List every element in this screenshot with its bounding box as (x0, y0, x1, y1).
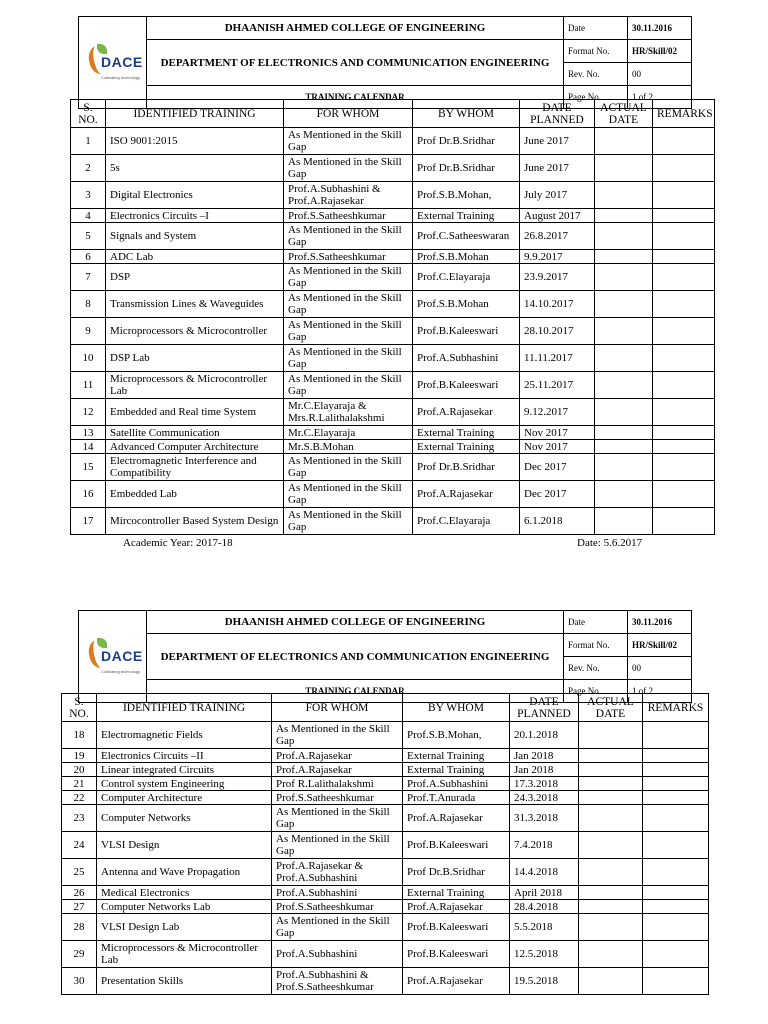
cell-for-whom: As Mentioned in the Skill Gap (284, 372, 413, 399)
cell-for-whom: Prof.A.Subhashini (272, 886, 403, 900)
cell-remarks (643, 777, 709, 791)
table-row (62, 777, 709, 791)
cell-date-planned: 5.5.2018 (510, 914, 579, 941)
col-header-for-whom: FOR WHOM (284, 100, 413, 128)
cell-remarks (653, 318, 715, 345)
cell-date-planned: 31.3.2018 (510, 805, 579, 832)
cell-actual-date (595, 426, 653, 440)
meta-key-rev: Rev. No. (564, 657, 628, 680)
cell-by-whom: Prof Dr.B.Sridhar (413, 128, 520, 155)
table-row (62, 886, 709, 900)
col-header-training: IDENTIFIED TRAINING (106, 100, 284, 128)
table-row (71, 454, 715, 481)
cell-training: Computer Networks (97, 805, 272, 832)
cell-by-whom: Prof.C.Elayaraja (413, 508, 520, 535)
cell-for-whom: As Mentioned in the Skill Gap (272, 722, 403, 749)
cell-training: Embedded and Real time System (106, 399, 284, 426)
logo-tagline: Cultivating technology (101, 668, 141, 674)
cell-training: Antenna and Wave Propagation (97, 859, 272, 886)
cell-by-whom: Prof.A.Rajasekar (413, 399, 520, 426)
cell-training: VLSI Design Lab (97, 914, 272, 941)
academic-year: Academic Year: 2017-18 (123, 537, 233, 549)
cell-for-whom: Prof.A.Subhashini & Prof.S.Satheeshkumar (272, 968, 403, 995)
cell-for-whom: As Mentioned in the Skill Gap (284, 128, 413, 155)
cell-remarks (653, 372, 715, 399)
cell-for-whom: As Mentioned in the Skill Gap (284, 291, 413, 318)
table-row (62, 832, 709, 859)
cell-training: Computer Architecture (97, 791, 272, 805)
cell-date-planned: 23.9.2017 (520, 264, 595, 291)
cell-actual-date (595, 318, 653, 345)
meta-key-page: Page No. (564, 680, 628, 703)
meta-key-page: Page No. (564, 86, 628, 109)
cell-actual-date (595, 223, 653, 250)
cell-actual-date (579, 805, 643, 832)
cell-training: DSP Lab (106, 345, 284, 372)
table-row (62, 722, 709, 749)
college-logo (79, 17, 147, 109)
training-table-1 (70, 99, 715, 535)
footer-date: Date: 5.6.2017 (577, 537, 643, 549)
cell-remarks (643, 749, 709, 763)
cell-remarks (653, 128, 715, 155)
cell-remarks (653, 223, 715, 250)
cell-by-whom: Prof.B.Kaleeswari (403, 941, 510, 968)
cell-actual-date (579, 749, 643, 763)
table-row (71, 372, 715, 399)
meta-key-date: Date (564, 611, 628, 634)
cell-remarks (653, 481, 715, 508)
cell-remarks (643, 859, 709, 886)
logo-tagline: Cultivating technology (101, 74, 141, 80)
cell-by-whom: External Training (403, 749, 510, 763)
cell-date-planned: April 2018 (510, 886, 579, 900)
cell-sno: 14 (71, 440, 106, 454)
cell-date-planned: June 2017 (520, 155, 595, 182)
col-header-for-whom: FOR WHOM (272, 694, 403, 722)
cell-for-whom: As Mentioned in the Skill Gap (284, 264, 413, 291)
col-header-remarks: REMARKS (653, 100, 715, 128)
col-header-remarks: REMARKS (643, 694, 709, 722)
cell-sno: 8 (71, 291, 106, 318)
cell-sno: 4 (71, 209, 106, 223)
cell-training: Advanced Computer Architecture (106, 440, 284, 454)
cell-date-planned: Jan 2018 (510, 763, 579, 777)
document-title: TRAINING CALENDAR (147, 680, 564, 703)
cell-training: DSP (106, 264, 284, 291)
col-header-by-whom: BY WHOM (413, 100, 520, 128)
cell-remarks (643, 722, 709, 749)
cell-remarks (653, 264, 715, 291)
cell-for-whom: Prof.S.Satheeshkumar (272, 791, 403, 805)
col-header-by-whom: BY WHOM (403, 694, 510, 722)
cell-by-whom: Prof.B.Kaleeswari (413, 372, 520, 399)
cell-actual-date (579, 968, 643, 995)
cell-remarks (653, 250, 715, 264)
cell-training: ISO 9001:2015 (106, 128, 284, 155)
cell-actual-date (579, 832, 643, 859)
cell-training: Signals and System (106, 223, 284, 250)
cell-sno: 24 (62, 832, 97, 859)
table-row (62, 805, 709, 832)
cell-remarks (653, 182, 715, 209)
cell-for-whom: As Mentioned in the Skill Gap (272, 832, 403, 859)
cell-actual-date (595, 345, 653, 372)
cell-actual-date (595, 128, 653, 155)
cell-by-whom: Prof.S.B.Mohan, (413, 182, 520, 209)
cell-sno: 5 (71, 223, 106, 250)
cell-by-whom: Prof.A.Rajasekar (413, 481, 520, 508)
cell-date-planned: 9.9.2017 (520, 250, 595, 264)
cell-by-whom: Prof.T.Anurada (403, 791, 510, 805)
cell-by-whom: Prof.C.Satheeswaran (413, 223, 520, 250)
cell-actual-date (579, 763, 643, 777)
cell-training: Electromagnetic Fields (97, 722, 272, 749)
cell-by-whom: Prof.B.Kaleeswari (403, 832, 510, 859)
cell-actual-date (595, 372, 653, 399)
cell-training: ADC Lab (106, 250, 284, 264)
table-row (62, 763, 709, 777)
cell-date-planned: 26.8.2017 (520, 223, 595, 250)
cell-by-whom: External Training (413, 440, 520, 454)
cell-by-whom: External Training (413, 209, 520, 223)
cell-actual-date (595, 399, 653, 426)
cell-for-whom: As Mentioned in the Skill Gap (284, 223, 413, 250)
cell-by-whom: External Training (403, 886, 510, 900)
table-row (71, 155, 715, 182)
col-header-training: IDENTIFIED TRAINING (97, 694, 272, 722)
cell-remarks (643, 805, 709, 832)
cell-training: Electronics Circuits –II (97, 749, 272, 763)
cell-actual-date (579, 722, 643, 749)
cell-sno: 23 (62, 805, 97, 832)
table-row (71, 440, 715, 454)
cell-training: 5s (106, 155, 284, 182)
meta-key-date: Date (564, 17, 628, 40)
cell-remarks (643, 763, 709, 777)
cell-remarks (643, 968, 709, 995)
cell-actual-date (595, 264, 653, 291)
cell-sno: 2 (71, 155, 106, 182)
cell-sno: 21 (62, 777, 97, 791)
cell-date-planned: 17.3.2018 (510, 777, 579, 791)
cell-remarks (653, 454, 715, 481)
cell-for-whom: Prof.A.Rajasekar (272, 763, 403, 777)
meta-value-rev: 00 (628, 657, 692, 680)
cell-training: Satellite Communication (106, 426, 284, 440)
cell-sno: 11 (71, 372, 106, 399)
header-block-1 (78, 16, 692, 109)
table-row (71, 318, 715, 345)
cell-remarks (653, 209, 715, 223)
cell-training: Digital Electronics (106, 182, 284, 209)
cell-date-planned: 14.4.2018 (510, 859, 579, 886)
col-header-sno: S. NO. (71, 100, 106, 128)
meta-value-page: 1 of 2 (628, 680, 692, 703)
cell-sno: 13 (71, 426, 106, 440)
cell-for-whom: Prof.A.Subhashini (272, 941, 403, 968)
cell-date-planned: 11.11.2017 (520, 345, 595, 372)
cell-sno: 7 (71, 264, 106, 291)
cell-sno: 27 (62, 900, 97, 914)
cell-training: Medical Electronics (97, 886, 272, 900)
cell-actual-date (595, 155, 653, 182)
cell-actual-date (579, 777, 643, 791)
cell-date-planned: July 2017 (520, 182, 595, 209)
cell-training: Microprocessors & Microcontroller Lab (97, 941, 272, 968)
table-row (71, 291, 715, 318)
cell-sno: 10 (71, 345, 106, 372)
cell-by-whom: Prof.A.Rajasekar (403, 968, 510, 995)
cell-remarks (653, 155, 715, 182)
cell-date-planned: Jan 2018 (510, 749, 579, 763)
cell-for-whom: Prof.A.Subhashini & Prof.A.Rajasekar (284, 182, 413, 209)
cell-sno: 9 (71, 318, 106, 345)
document-title: TRAINING CALENDAR (147, 86, 564, 109)
cell-for-whom: Prof.S.Satheeshkumar (284, 250, 413, 264)
table-row (62, 968, 709, 995)
cell-actual-date (595, 182, 653, 209)
cell-remarks (643, 832, 709, 859)
cell-sno: 22 (62, 791, 97, 805)
cell-sno: 6 (71, 250, 106, 264)
cell-training: VLSI Design (97, 832, 272, 859)
cell-remarks (653, 399, 715, 426)
cell-date-planned: Nov 2017 (520, 426, 595, 440)
cell-date-planned: 24.3.2018 (510, 791, 579, 805)
cell-by-whom: Prof.A.Rajasekar (403, 805, 510, 832)
cell-for-whom: Mr.C.Elayaraja (284, 426, 413, 440)
cell-by-whom: Prof Dr.B.Sridhar (413, 155, 520, 182)
cell-sno: 30 (62, 968, 97, 995)
col-header-sno: S. NO. (62, 694, 97, 722)
cell-by-whom: Prof.S.B.Mohan (413, 291, 520, 318)
cell-by-whom: Prof.A.Subhashini (413, 345, 520, 372)
meta-value-format: HR/Skill/02 (628, 40, 692, 63)
logo-text: DACE (101, 647, 143, 664)
cell-by-whom: Prof.A.Rajasekar (403, 900, 510, 914)
cell-sno: 18 (62, 722, 97, 749)
cell-for-whom: As Mentioned in the Skill Gap (284, 454, 413, 481)
cell-for-whom: Prof.A.Rajasekar & Prof.A.Subhashini (272, 859, 403, 886)
cell-by-whom: Prof Dr.B.Sridhar (413, 454, 520, 481)
table-row (62, 859, 709, 886)
cell-by-whom: Prof Dr.B.Sridhar (403, 859, 510, 886)
meta-key-rev: Rev. No. (564, 63, 628, 86)
training-table-2 (61, 693, 709, 995)
meta-value-page: 1 of 2 (628, 86, 692, 109)
table-row (62, 914, 709, 941)
table-row (71, 508, 715, 535)
table-row (62, 941, 709, 968)
cell-sno: 12 (71, 399, 106, 426)
cell-for-whom: Prof R.Lalithalakshmi (272, 777, 403, 791)
cell-training: Microprocessors & Microcontroller (106, 318, 284, 345)
cell-sno: 1 (71, 128, 106, 155)
cell-for-whom: As Mentioned in the Skill Gap (284, 345, 413, 372)
table-row (71, 250, 715, 264)
table-row (71, 209, 715, 223)
col-header-actual-date: ACTUAL DATE (595, 100, 653, 128)
table-row (71, 223, 715, 250)
department-name: DEPARTMENT OF ELECTRONICS AND COMMUNICATION ENGINEERING (147, 40, 564, 86)
table-row (62, 791, 709, 805)
cell-date-planned: Dec 2017 (520, 454, 595, 481)
cell-training: Mircocontroller Based System Design (106, 508, 284, 535)
cell-for-whom: Prof.S.Satheeshkumar (272, 900, 403, 914)
header-block-2 (78, 610, 692, 703)
col-header-actual-date: ACTUAL DATE (579, 694, 643, 722)
table-1-body (71, 128, 715, 535)
cell-by-whom: Prof.A.Subhashini (403, 777, 510, 791)
table-row (71, 481, 715, 508)
cell-sno: 29 (62, 941, 97, 968)
cell-remarks (643, 900, 709, 914)
college-name: DHAANISH AHMED COLLEGE OF ENGINEERING (147, 17, 564, 40)
table-row (71, 345, 715, 372)
cell-actual-date (579, 791, 643, 805)
cell-actual-date (579, 914, 643, 941)
cell-sno: 16 (71, 481, 106, 508)
cell-actual-date (579, 859, 643, 886)
cell-date-planned: 25.11.2017 (520, 372, 595, 399)
meta-value-rev: 00 (628, 63, 692, 86)
cell-remarks (643, 886, 709, 900)
cell-date-planned: 19.5.2018 (510, 968, 579, 995)
cell-date-planned: 14.10.2017 (520, 291, 595, 318)
cell-by-whom: Prof.C.Elayaraja (413, 264, 520, 291)
cell-training: Electronics Circuits –I (106, 209, 284, 223)
cell-training: Computer Networks Lab (97, 900, 272, 914)
cell-for-whom: Mr.S.B.Mohan (284, 440, 413, 454)
cell-date-planned: 9.12.2017 (520, 399, 595, 426)
cell-for-whom: Mr.C.Elayaraja & Mrs.R.Lalithalakshmi (284, 399, 413, 426)
meta-value-format: HR/Skill/02 (628, 634, 692, 657)
cell-by-whom: Prof.S.B.Mohan (413, 250, 520, 264)
cell-for-whom: As Mentioned in the Skill Gap (272, 805, 403, 832)
cell-sno: 17 (71, 508, 106, 535)
cell-sno: 26 (62, 886, 97, 900)
cell-by-whom: External Training (403, 763, 510, 777)
table-row (71, 426, 715, 440)
cell-actual-date (595, 454, 653, 481)
cell-training: Embedded Lab (106, 481, 284, 508)
cell-sno: 15 (71, 454, 106, 481)
cell-date-planned: 28.10.2017 (520, 318, 595, 345)
cell-remarks (653, 440, 715, 454)
table-row (62, 749, 709, 763)
cell-for-whom: As Mentioned in the Skill Gap (272, 914, 403, 941)
cell-actual-date (595, 508, 653, 535)
cell-training: Linear integrated Circuits (97, 763, 272, 777)
cell-training: Transmission Lines & Waveguides (106, 291, 284, 318)
table-row (71, 128, 715, 155)
cell-date-planned: 7.4.2018 (510, 832, 579, 859)
table-row (71, 182, 715, 209)
cell-actual-date (579, 886, 643, 900)
cell-remarks (653, 508, 715, 535)
cell-date-planned: 12.5.2018 (510, 941, 579, 968)
cell-date-planned: Dec 2017 (520, 481, 595, 508)
cell-actual-date (595, 440, 653, 454)
cell-date-planned: 20.1.2018 (510, 722, 579, 749)
cell-sno: 20 (62, 763, 97, 777)
table-row (71, 399, 715, 426)
cell-sno: 19 (62, 749, 97, 763)
cell-remarks (653, 426, 715, 440)
cell-actual-date (579, 941, 643, 968)
cell-actual-date (579, 900, 643, 914)
cell-date-planned: Nov 2017 (520, 440, 595, 454)
cell-remarks (643, 914, 709, 941)
col-header-date-planned: DATE PLANNED (520, 100, 595, 128)
cell-actual-date (595, 209, 653, 223)
table-2-body (62, 722, 709, 995)
college-logo (79, 611, 147, 703)
cell-remarks (643, 941, 709, 968)
cell-sno: 25 (62, 859, 97, 886)
department-name: DEPARTMENT OF ELECTRONICS AND COMMUNICATION ENGINEERING (147, 634, 564, 680)
cell-date-planned: 28.4.2018 (510, 900, 579, 914)
table-row (62, 900, 709, 914)
cell-training: Electromagnetic Interference and Compatibility (106, 454, 284, 481)
cell-remarks (653, 291, 715, 318)
cell-by-whom: Prof.S.B.Mohan, (403, 722, 510, 749)
cell-for-whom: As Mentioned in the Skill Gap (284, 155, 413, 182)
col-header-date-planned: DATE PLANNED (510, 694, 579, 722)
meta-key-format: Format No. (564, 634, 628, 657)
cell-date-planned: 6.1.2018 (520, 508, 595, 535)
meta-key-format: Format No. (564, 40, 628, 63)
college-name: DHAANISH AHMED COLLEGE OF ENGINEERING (147, 611, 564, 634)
cell-remarks (653, 345, 715, 372)
cell-actual-date (595, 291, 653, 318)
cell-by-whom: Prof.B.Kaleeswari (413, 318, 520, 345)
cell-for-whom: Prof.S.Satheeshkumar (284, 209, 413, 223)
cell-actual-date (595, 481, 653, 508)
table-row (71, 264, 715, 291)
cell-for-whom: As Mentioned in the Skill Gap (284, 508, 413, 535)
cell-training: Control system Engineering (97, 777, 272, 791)
cell-remarks (643, 791, 709, 805)
cell-for-whom: As Mentioned in the Skill Gap (284, 481, 413, 508)
cell-date-planned: August 2017 (520, 209, 595, 223)
cell-training: Presentation Skills (97, 968, 272, 995)
cell-date-planned: June 2017 (520, 128, 595, 155)
cell-for-whom: As Mentioned in the Skill Gap (284, 318, 413, 345)
cell-actual-date (595, 250, 653, 264)
meta-value-date: 30.11.2016 (628, 17, 692, 40)
cell-sno: 28 (62, 914, 97, 941)
cell-by-whom: Prof.B.Kaleeswari (403, 914, 510, 941)
meta-value-date: 30.11.2016 (628, 611, 692, 634)
logo-text: DACE (101, 53, 143, 70)
cell-for-whom: Prof.A.Rajasekar (272, 749, 403, 763)
cell-training: Microprocessors & Microcontroller Lab (106, 372, 284, 399)
cell-sno: 3 (71, 182, 106, 209)
cell-by-whom: External Training (413, 426, 520, 440)
